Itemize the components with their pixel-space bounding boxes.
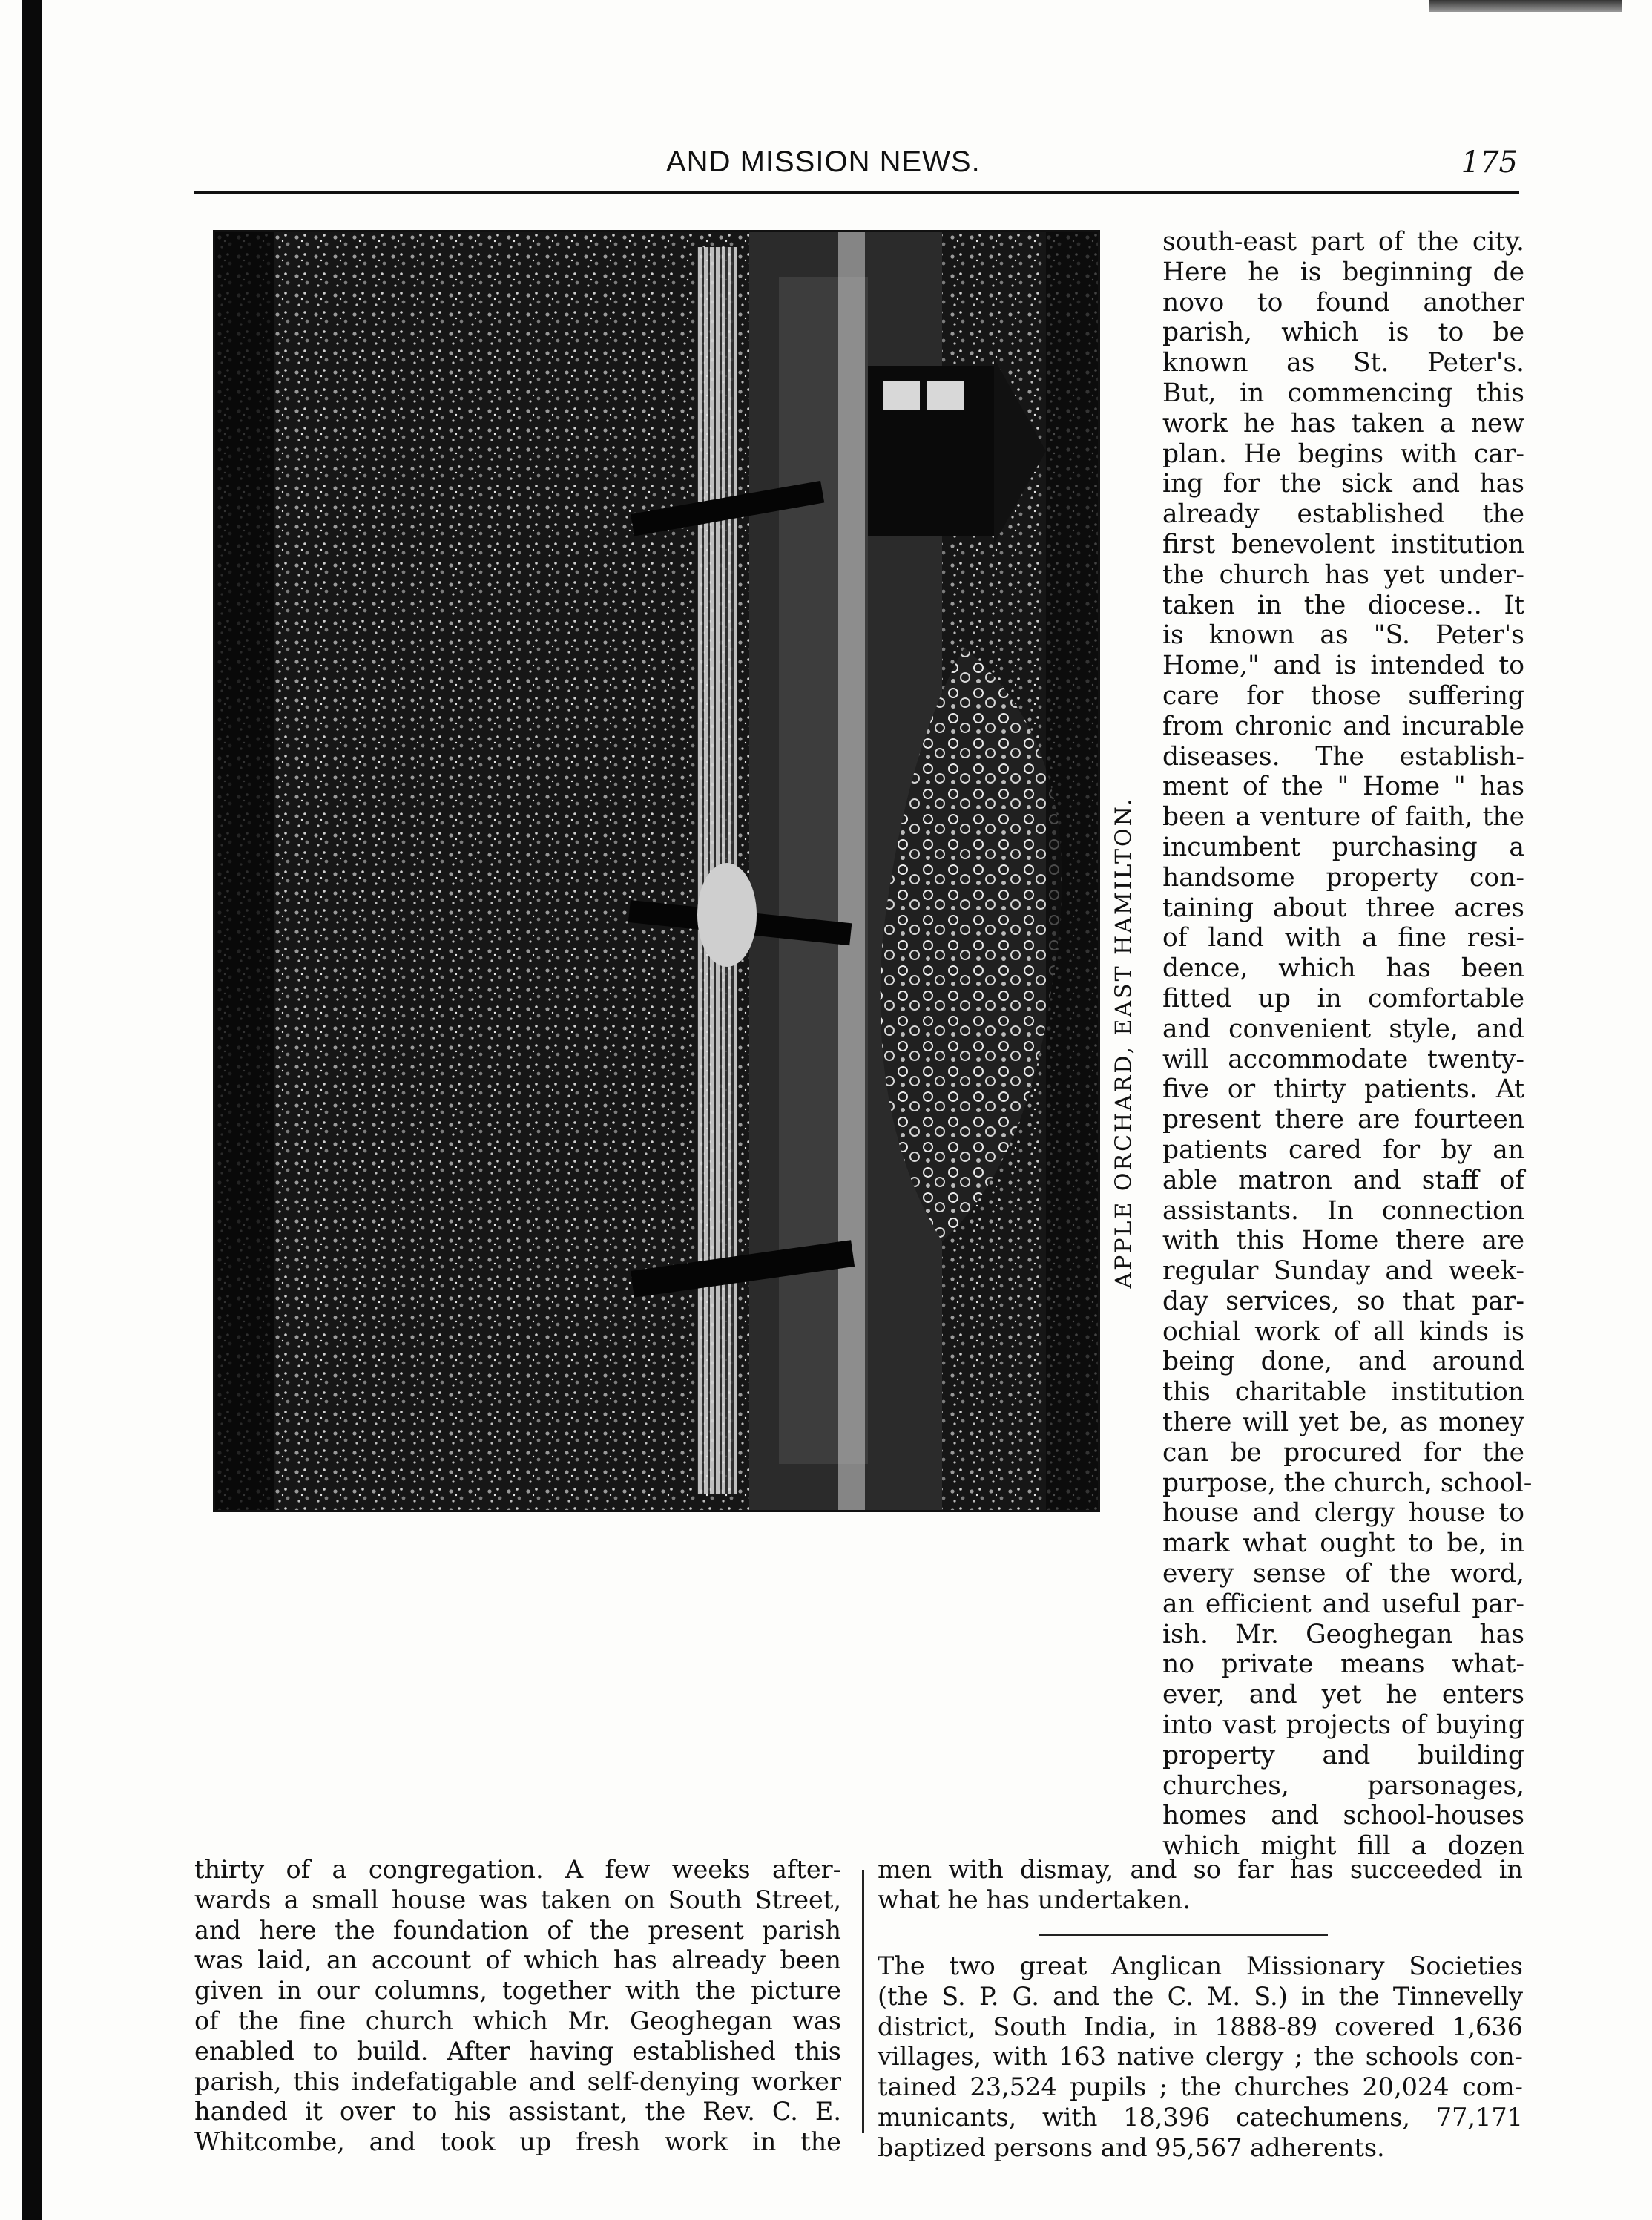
text-line: of the fine church which Mr. Geoghegan was bbox=[194, 2006, 841, 2035]
text-line: and here the foundation of the present parish bbox=[194, 1915, 841, 1945]
text-line: being done, and around bbox=[1162, 1347, 1524, 1377]
text-line: handed it over to his assistant, the Rev. C. E. bbox=[194, 2097, 841, 2127]
text-line: wards a small house was taken on South Street, bbox=[194, 1885, 841, 1914]
text-line: dence, which has been bbox=[1162, 953, 1524, 984]
text-line: parish, which is to be bbox=[1162, 318, 1524, 348]
text-line: south-east part of the city. bbox=[1162, 227, 1524, 257]
bottom-right-text bbox=[878, 1855, 1523, 1916]
text-line: mark what ought to be, in bbox=[1162, 1528, 1524, 1559]
text-line: given in our columns, together with the picture bbox=[194, 1976, 841, 2006]
text-line: taken in the diocese.. It bbox=[1162, 590, 1524, 620]
text-line: present there are fourteen bbox=[1162, 1105, 1524, 1135]
column-divider bbox=[862, 1870, 864, 2133]
text-line: what he has undertaken. bbox=[878, 1885, 1191, 1914]
text-line: men with dismay, and so far has succeeded in bbox=[878, 1855, 1523, 1884]
text-line: homes and school-houses bbox=[1162, 1801, 1524, 1831]
text-line: tained 23,524 pupils ; the churches 20,024 com- bbox=[878, 2072, 1523, 2102]
text-line: taining about three acres bbox=[1162, 893, 1524, 923]
text-line: district, South India, in 1888-89 covered 1,636 bbox=[878, 2012, 1523, 2041]
text-line: into vast projects of buying bbox=[1162, 1710, 1524, 1741]
text-line: no private means what- bbox=[1162, 1649, 1524, 1680]
text-line: ment of the " Home " has bbox=[1162, 772, 1524, 802]
text-line: Whitcombe, and took up fresh work in the bbox=[194, 2127, 841, 2157]
text-line: first benevolent institution bbox=[1162, 529, 1524, 559]
text-line: is known as "S. Peter's bbox=[1162, 620, 1524, 651]
text-line: known as St. Peter's. bbox=[1162, 348, 1524, 378]
text-line: The two great Anglican Missionary Societies bbox=[878, 1951, 1523, 1980]
text-line: work he has taken a new bbox=[1162, 408, 1524, 439]
text-line: (the S. P. G. and the C. M. S.) in the Tinnevelly bbox=[878, 1981, 1523, 2011]
text-line: novo to found another bbox=[1162, 287, 1524, 318]
text-line: ever, and yet he enters bbox=[1162, 1680, 1524, 1710]
text-line: churches, parsonages, bbox=[1162, 1770, 1524, 1801]
text-line: there will yet be, as money bbox=[1162, 1408, 1524, 1438]
text-line: municants, with 18,396 catechumens, 77,171 bbox=[878, 2102, 1523, 2132]
scan-edge-bar bbox=[22, 0, 42, 2220]
text-line: and convenient style, and bbox=[1162, 1014, 1524, 1044]
text-line: Here he is beginning de bbox=[1162, 257, 1524, 287]
text-line: house and clergy house to bbox=[1162, 1498, 1524, 1528]
text-line: fitted up in comfortable bbox=[1162, 983, 1524, 1014]
text-line: enabled to build. After having established this bbox=[194, 2036, 841, 2066]
text-line: handsome property con- bbox=[1162, 862, 1524, 893]
bottom-left-text bbox=[194, 1855, 841, 2158]
text-line: regular Sunday and week- bbox=[1162, 1256, 1524, 1287]
text-line: been a venture of faith, the bbox=[1162, 802, 1524, 832]
text-line: five or thirty patients. At bbox=[1162, 1074, 1524, 1105]
item-separator bbox=[1039, 1934, 1328, 1936]
text-line: with this Home there are bbox=[1162, 1226, 1524, 1256]
text-line: can be procured for the bbox=[1162, 1437, 1524, 1468]
right-column-text bbox=[1162, 227, 1533, 1862]
text-line: plan. He begins with car- bbox=[1162, 439, 1524, 469]
text-line: diseases. The establish- bbox=[1162, 741, 1524, 772]
text-line: purpose, the church, school- bbox=[1162, 1468, 1533, 1498]
text-line: parish, this indefatigable and self-denying worker bbox=[194, 2066, 841, 2096]
text-line: every sense of the word, bbox=[1162, 1559, 1524, 1589]
text-line: ing for the sick and has bbox=[1162, 469, 1524, 499]
text-line: assistants. In connection bbox=[1162, 1195, 1524, 1226]
text-line: Home," and is intended to bbox=[1162, 651, 1524, 681]
text-line: care for those suffering bbox=[1162, 680, 1524, 711]
text-line: villages, with 163 native clergy ; the schools con- bbox=[878, 2042, 1523, 2072]
text-line: But, in commencing this bbox=[1162, 378, 1524, 408]
caption-text: APPLE ORCHARD, EAST HAMILTON. bbox=[1110, 796, 1137, 1289]
page-header bbox=[194, 145, 1519, 190]
text-line: baptized persons and 95,567 adherents. bbox=[878, 2132, 1385, 2162]
text-line: was laid, an account of which has already been bbox=[194, 1945, 841, 1975]
missionary-societies-item bbox=[878, 1951, 1523, 2164]
header-rule bbox=[194, 191, 1519, 194]
text-line: an efficient and useful par- bbox=[1162, 1589, 1524, 1619]
text-line: incumbent purchasing a bbox=[1162, 832, 1524, 862]
text-line: patients cared for by an bbox=[1162, 1134, 1524, 1165]
text-line: able matron and staff of bbox=[1162, 1165, 1524, 1195]
text-line: day services, so that par- bbox=[1162, 1286, 1524, 1316]
page-number: 175 bbox=[1461, 145, 1518, 180]
text-line: property and building bbox=[1162, 1740, 1524, 1770]
text-line: ochial work of all kinds is bbox=[1162, 1316, 1524, 1347]
scan-smudge bbox=[1429, 0, 1622, 12]
text-line: which might fill a dozen bbox=[1162, 1831, 1524, 1862]
text-line: the church has yet under- bbox=[1162, 559, 1524, 590]
text-line: this charitable institution bbox=[1162, 1377, 1524, 1408]
text-line: will accommodate twenty- bbox=[1162, 1044, 1524, 1074]
text-line: already established the bbox=[1162, 499, 1524, 530]
orchard-engraving bbox=[213, 230, 1100, 1512]
text-line: from chronic and incurable bbox=[1162, 711, 1524, 741]
text-line: of land with a fine resi- bbox=[1162, 923, 1524, 953]
text-line: thirty of a congregation. A few weeks after- bbox=[194, 1855, 841, 1884]
running-title: AND MISSION NEWS. bbox=[666, 145, 981, 178]
illustration-caption bbox=[1107, 775, 1141, 1310]
text-line: ish. Mr. Geoghegan has bbox=[1162, 1619, 1524, 1649]
